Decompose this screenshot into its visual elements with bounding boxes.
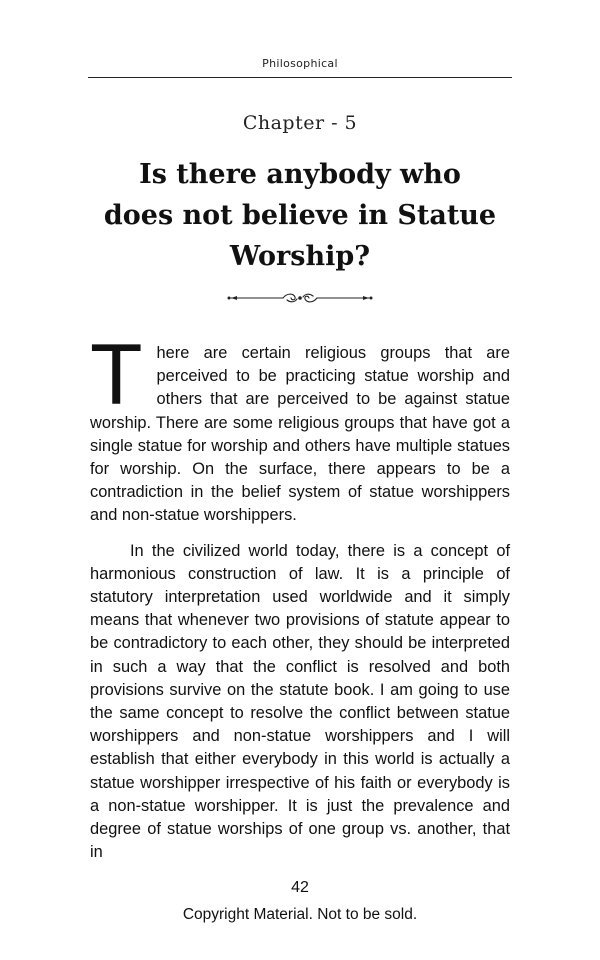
chapter-title: Is there anybody who does not believe in Statue Worship?	[103, 159, 497, 272]
paragraph-1	[90, 327, 510, 528]
copyright-notice: Copyright Material. Not to be sold.	[182, 906, 418, 923]
ornament-dot	[298, 296, 302, 300]
paragraph-1-text: here are certain religious groups that are perceived to be practicing statue worship and others that are perceived to be against statue worship. There are some religious groups that have got a single statue for worship and others have multiple statues for worship. On the surface, there appears to be a contradiction in the belief system of statue worshippers and non-statue worshippers.	[90, 344, 510, 525]
page-number: 42	[291, 879, 309, 896]
flourish-divider-icon	[225, 290, 375, 306]
header-rule	[88, 77, 512, 78]
running-header: Philosophical	[262, 57, 338, 70]
chapter-body	[90, 327, 510, 864]
paragraph-2: In the civilized world today, there is a concept of harmonious construction of law. It is a principle of statutory interpretation used worldwide and it simply means that whenever two provisions of statute appear to be contradictory to each other, they should be interpreted in such a way that the conflict is resolved and both provisions survive on the statute book. I am going to use the same concept to resolve the conflict between statue worshippers and non-statue worshippers and I will establish that either everybody in this world is actually a statue worshipper irrespective of his faith or everybody is a non-statue worshipper. It is just the prevalence and degree of statue worships of one group vs. another, that in	[90, 541, 510, 862]
chapter-label: Chapter - 5	[242, 112, 358, 134]
drop-cap: T	[90, 327, 143, 423]
